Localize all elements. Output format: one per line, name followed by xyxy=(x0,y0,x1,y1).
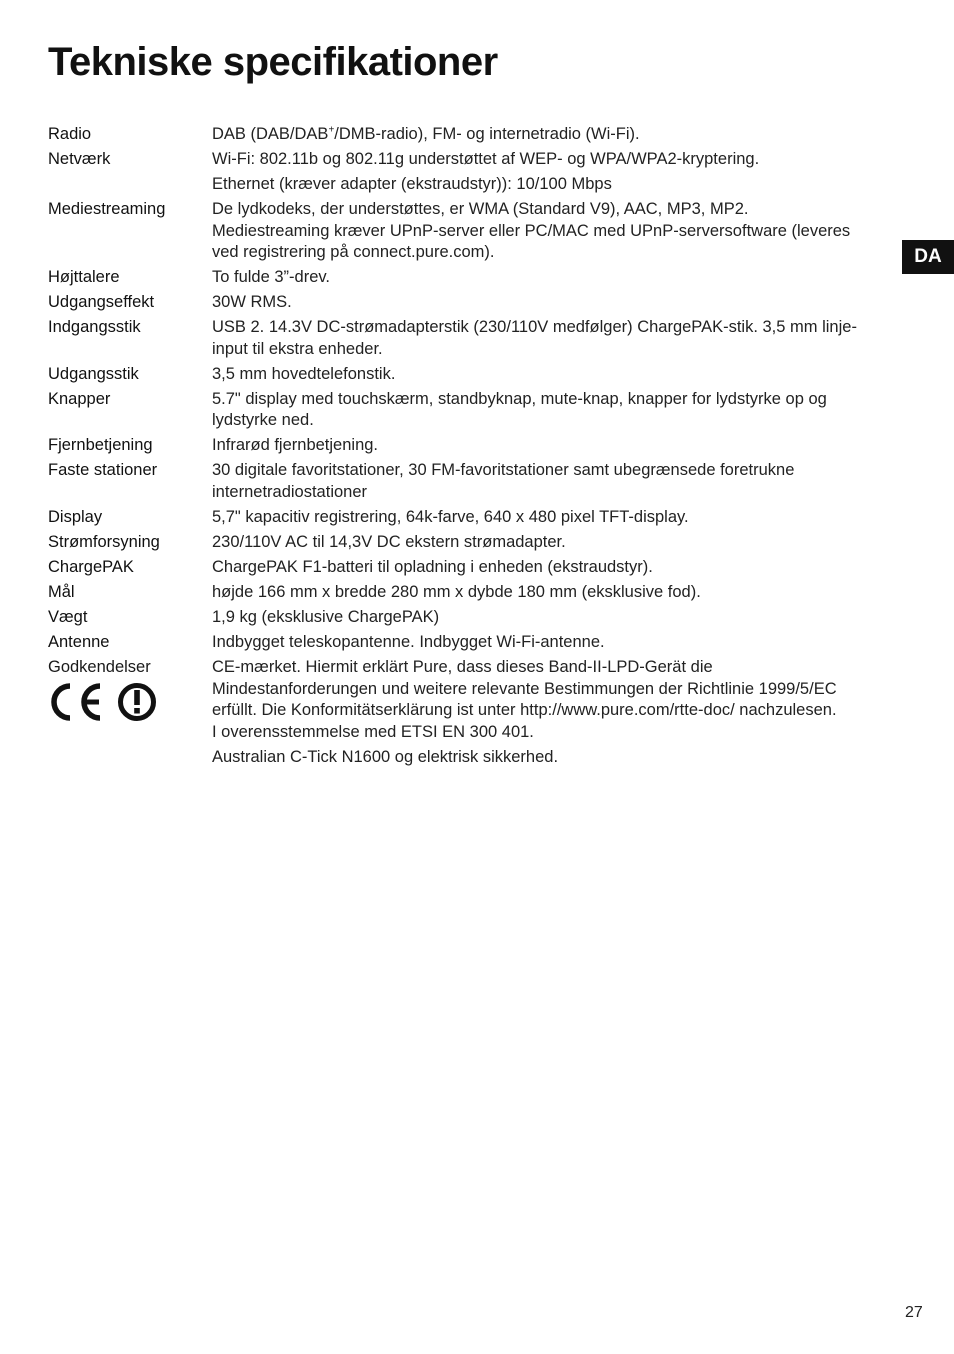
spec-value-line: Australian C-Tick N1600 og elektrisk sikkerhed. xyxy=(212,747,559,766)
spec-value: To fulde 3”-drev. xyxy=(212,268,330,286)
spec-label: Udgangsstik xyxy=(48,364,139,383)
spec-value-line: lydstyrke ned. xyxy=(212,411,314,429)
alert-exclamation-bar-icon xyxy=(134,690,140,705)
spec-row-antenne xyxy=(48,632,910,654)
ce-c-icon xyxy=(54,686,70,718)
page-number: 27 xyxy=(905,1304,923,1321)
spec-label: Udgangseffekt xyxy=(48,293,155,311)
spec-row-vaegt xyxy=(48,607,910,629)
spec-row-godkendelser xyxy=(48,657,910,768)
spec-row-fjernbetjening xyxy=(48,435,910,457)
spec-label: Godkendelser xyxy=(48,658,151,676)
spec-row-radio xyxy=(48,124,910,146)
spec-label: Netværk xyxy=(48,150,111,168)
spec-label: Radio xyxy=(48,125,92,143)
spec-label: Display xyxy=(48,507,103,526)
spec-value xyxy=(212,199,910,264)
spec-value xyxy=(212,389,910,432)
page-title: Tekniske specifikationer xyxy=(48,40,498,84)
cert-icons xyxy=(48,681,212,730)
spec-value-line: De lydkodeks, der understøttes, er WMA (Standard V9), AAC, MP3, MP2. xyxy=(212,200,749,218)
cert-label-block xyxy=(48,657,212,768)
spec-value-line: CE-mærket. Hiermit erklärt Pure, dass dieses Band-II-LPD-Gerät die xyxy=(212,658,713,676)
spec-label: Vægt xyxy=(48,607,88,626)
spec-row-hojttalere xyxy=(48,267,910,289)
spec-value: 230/110V AC til 14,3V DC ekstern strømadapter. xyxy=(212,532,566,551)
spec-value-line: 5.7" display med touchskærm, standbyknap, mute-knap, knapper for lydstyrke op og xyxy=(212,389,827,408)
spec-label: Strømforsyning xyxy=(48,532,160,551)
spec-row-udgangseffekt xyxy=(48,292,910,314)
spec-value-line: Ethernet (kræver adapter (ekstraudstyr)): 10/100 Mbps xyxy=(212,175,612,193)
alert-exclamation-dot-icon xyxy=(134,708,140,714)
spec-value-line: Mediestreaming kræver UPnP-server eller PC/MAC med UPnP-serversoftware (leveres xyxy=(212,221,851,240)
spec-value-line: Mindestanforderungen und weitere relevante Bestimmungen der Richtlinie 1999/5/EC xyxy=(212,679,837,698)
spec-value-line: USB 2. 14.3V DC-strømadapterstik (230/110V medfølger) ChargePAK-stik. 3,5 mm linje- xyxy=(212,318,857,336)
spec-row-maal xyxy=(48,582,910,604)
spec-value xyxy=(212,317,910,360)
spec-value: højde 166 mm x bredde 280 mm x dybde 180 mm (eksklusive fod). xyxy=(212,582,701,601)
spec-row-knapper xyxy=(48,389,910,432)
spec-value: 5,7" kapacitiv registrering, 64k-farve, 640 x 480 pixel TFT-display. xyxy=(212,507,689,526)
spec-row-mediestreaming xyxy=(48,199,910,264)
spec-value: Infrarød fjernbetjening. xyxy=(212,436,379,454)
spec-label: Antenne xyxy=(48,632,110,651)
spec-row-stromforsyning xyxy=(48,532,910,554)
spec-value-line: Wi-Fi: 802.11b og 802.11g understøttet af WEP- og WPA/WPA2-kryptering. xyxy=(212,150,760,168)
spec-label: Højttalere xyxy=(48,268,120,286)
spec-value-line: erfüllt. Die Konformitätserklärung ist unter http://www.pure.com/rtte-doc/ nachzulesen. xyxy=(212,701,837,719)
spec-value-line: I overensstemmelse med ETSI EN 300 401. xyxy=(212,722,534,741)
spec-label: Mediestreaming xyxy=(48,200,166,218)
spec-value-line: input til ekstra enheder. xyxy=(212,339,383,358)
spec-row-chargepak xyxy=(48,557,910,579)
spec-value-line: internetradiostationer xyxy=(212,482,368,501)
spec-value: 1,9 kg (eksklusive ChargePAK) xyxy=(212,607,440,626)
spec-row-faste-stationer xyxy=(48,460,910,503)
spec-value-line: ved registrering på connect.pure.com). xyxy=(212,243,495,261)
spec-value: DAB (DAB/DAB+/DMB-radio), FM- og internetradio (Wi-Fi). xyxy=(212,124,640,143)
spec-value xyxy=(212,657,910,768)
spec-value xyxy=(212,460,910,503)
spec-row-display xyxy=(48,507,910,529)
spec-label: Knapper xyxy=(48,389,111,408)
spec-value: ChargePAK F1-batteri til opladning i enheden (ekstraudstyr). xyxy=(212,557,653,576)
spec-label: Indgangsstik xyxy=(48,318,141,336)
language-tab: DA xyxy=(902,240,954,274)
spec-label: Fjernbetjening xyxy=(48,436,153,454)
spec-value: 3,5 mm hovedtelefonstik. xyxy=(212,364,396,383)
spec-label: ChargePAK xyxy=(48,557,134,576)
spec-value: 30W RMS. xyxy=(212,293,292,311)
spec-value: Indbygget teleskopantenne. Indbygget Wi-Fi-antenne. xyxy=(212,632,605,651)
spec-value-line: 30 digitale favoritstationer, 30 FM-favoritstationer samt ubegrænsede foretrukne xyxy=(212,461,795,479)
spec-label: Faste stationer xyxy=(48,461,158,479)
spec-row-indgangsstik xyxy=(48,317,910,360)
spec-label: Mål xyxy=(48,582,75,601)
spec-row-udgangsstik xyxy=(48,364,910,386)
spec-value xyxy=(212,149,910,196)
ce-alert-mark-icon xyxy=(48,681,160,723)
spec-row-netvaerk xyxy=(48,149,910,196)
spec-table xyxy=(48,124,910,772)
